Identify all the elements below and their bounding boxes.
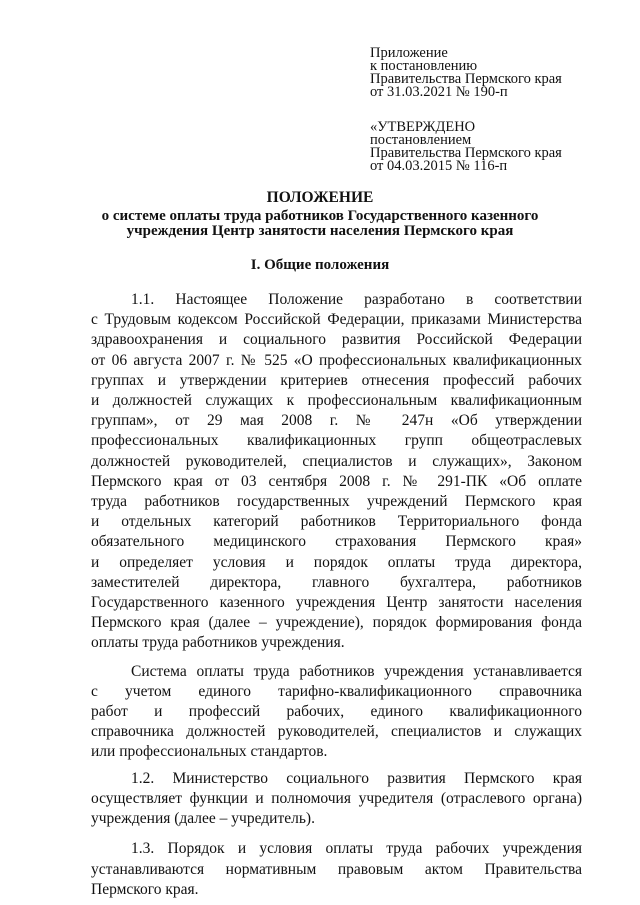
appendix-line: к постановлению — [370, 58, 478, 74]
paragraph-line: и отдельных категорий работников Территориального фонда — [91, 513, 582, 531]
paragraph-line: 1.2. Министерство социального развития Пермского края — [131, 769, 582, 787]
paragraph-line: и должностей служащих к профессиональным квалификационным — [91, 392, 582, 409]
paragraph-line: работ и профессий рабочих, единого квалификационного — [91, 703, 582, 721]
paragraph-line: с Трудовым кодексом Российской Федерации, приказами Министерства — [91, 311, 582, 329]
appendix-line: Правительства Пермского края — [370, 71, 562, 87]
document-subtitle-line: учреждения Центр занятости населения Пермского края — [126, 223, 514, 239]
paragraph-line: здравоохранения и социального развития Российской Федерации — [91, 331, 582, 349]
paragraph-line: Пермского края от 03 сентября 2008 г. № 291-ПК «Об оплате — [91, 472, 582, 490]
paragraph-line: с учетом единого тарифно-квалификационного справочника — [91, 682, 582, 700]
document-subtitle-line: о системе оплаты труда работников Государственного казенного — [101, 208, 539, 224]
appendix-line: от 31.03.2021 № 190-п — [370, 84, 508, 100]
paragraph-line: от 06 августа 2007 г. № 525 «О профессиональных квалификационных — [91, 351, 582, 369]
paragraph-line: заместителей директора, главного бухгалтера, работников — [91, 573, 582, 591]
paragraph-line: группам», от 29 мая 2008 г. № 247н «Об утверждении — [91, 412, 582, 430]
approval-line: от 04.03.2015 № 116-п — [370, 158, 508, 174]
paragraph-line: профессиональных квалификационных групп общеотраслевых — [91, 432, 582, 450]
approval-line: «УТВЕРЖДЕНО — [370, 119, 476, 135]
appendix-stamp — [370, 47, 562, 99]
approval-stamp — [370, 121, 562, 173]
paragraph-line: устанавливаются нормативным правовым актом Правительства — [91, 860, 582, 878]
paragraph-line: группах и утверждении критериев отнесения профессий рабочих — [91, 371, 582, 389]
paragraph-line: или профессиональных стандартов. — [91, 743, 328, 761]
paragraph-line: Система оплаты труда работников учреждения устанавливается — [131, 662, 582, 680]
paragraph-line: труда работников государственных учреждений Пермского края — [91, 493, 582, 510]
paragraph-line: обязательного медицинского страхования Пермского края» — [91, 533, 582, 551]
paragraph-line: Пермского края. — [91, 880, 199, 898]
paragraph-line: осуществляет функции и полномочия учредителя (отраслевого органа) — [91, 789, 582, 807]
paragraph-line: Государственного казенного учреждения Центр занятости населения — [91, 594, 582, 611]
approval-line: Правительства Пермского края — [370, 145, 562, 161]
paragraph-line: и определяет условия и порядок оплаты труда директора, — [91, 553, 582, 571]
paragraph-line: учреждения (далее – учредитель). — [91, 810, 315, 828]
appendix-line: Приложение — [370, 45, 448, 61]
document-title: ПОЛОЖЕНИЕ — [266, 189, 374, 206]
paragraph-line: справочника должностей руководителей, специалистов и служащих — [91, 723, 582, 741]
approval-line: постановлением — [370, 132, 472, 148]
paragraph-line: 1.1. Настоящее Положение разработано в соответствии — [131, 291, 582, 308]
paragraph-line: должностей руководителей, специалистов и служащих», Законом — [91, 452, 582, 470]
section-heading: I. Общие положения — [250, 257, 390, 273]
paragraph-line: 1.3. Порядок и условия оплаты труда рабочих учреждения — [131, 840, 582, 858]
paragraph-line: оплаты труда работников учреждения. — [91, 634, 345, 652]
paragraph-line: Пермского края (далее – учреждение), порядок формирования фонда — [91, 614, 582, 632]
